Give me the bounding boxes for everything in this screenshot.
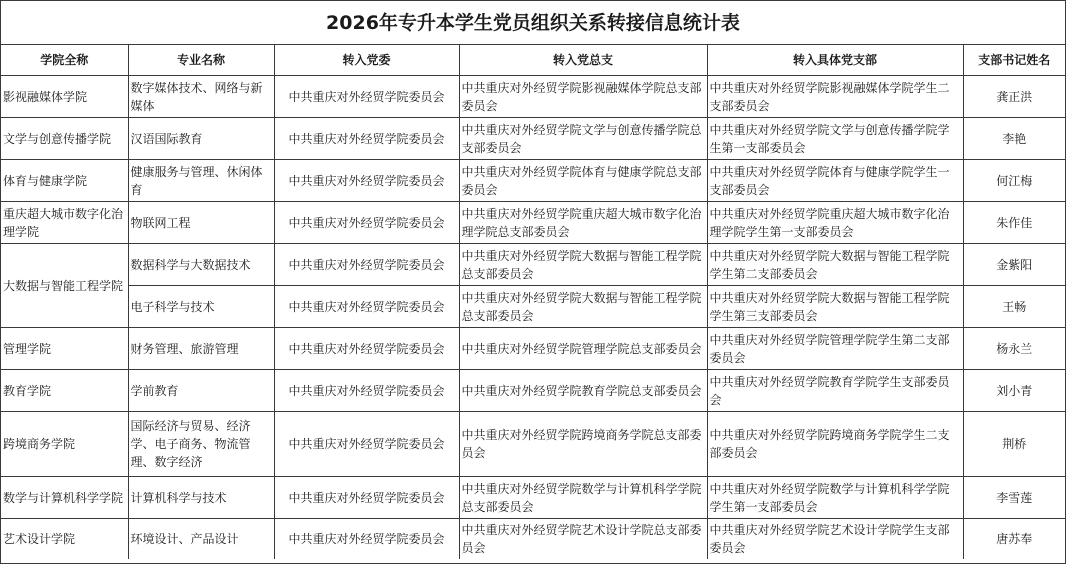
table-row (1, 286, 1065, 328)
general-branch-cell: 中共重庆对外经贸学院艺术设计学院总支部委员会 (459, 519, 707, 560)
table-row (1, 519, 1065, 560)
major-cell: 电子科学与技术 (128, 286, 274, 328)
header-college: 学院全称 (1, 45, 128, 76)
college-cell: 重庆超大城市数字化治理学院 (1, 202, 128, 244)
major-cell: 物联网工程 (128, 202, 274, 244)
branch-cell: 中共重庆对外经贸学院影视融媒体学院学生二支部委员会 (707, 76, 963, 118)
table-row (1, 477, 1065, 519)
header-general-branch: 转入党总支 (459, 45, 707, 76)
branch-cell: 中共重庆对外经贸学院体育与健康学院学生一支部委员会 (707, 160, 963, 202)
major-cell: 环境设计、产品设计 (128, 519, 274, 560)
general-branch-cell: 中共重庆对外经贸学院教育学院总支部委员会 (459, 370, 707, 412)
college-cell: 影视融媒体学院 (1, 76, 128, 118)
committee-cell: 中共重庆对外经贸学院委员会 (274, 519, 459, 560)
committee-cell: 中共重庆对外经贸学院委员会 (274, 160, 459, 202)
table-row (1, 118, 1065, 160)
college-cell: 教育学院 (1, 370, 128, 412)
secretary-cell: 王畅 (963, 286, 1065, 328)
general-branch-cell: 中共重庆对外经贸学院数学与计算机科学学院总支部委员会 (459, 477, 707, 519)
secretary-cell: 唐苏奉 (963, 519, 1065, 560)
major-cell: 国际经济与贸易、经济学、电子商务、物流管理、数字经济 (128, 412, 274, 477)
table-row (1, 328, 1065, 370)
college-cell: 大数据与智能工程学院 (1, 244, 128, 328)
secretary-cell: 龚正洪 (963, 76, 1065, 118)
header-major: 专业名称 (128, 45, 274, 76)
committee-cell: 中共重庆对外经贸学院委员会 (274, 286, 459, 328)
college-cell: 文学与创意传播学院 (1, 118, 128, 160)
secretary-cell: 李雪莲 (963, 477, 1065, 519)
general-branch-cell: 中共重庆对外经贸学院跨境商务学院总支部委员会 (459, 412, 707, 477)
major-cell: 数据科学与大数据技术 (128, 244, 274, 286)
table-row (1, 76, 1065, 118)
branch-cell: 中共重庆对外经贸学院管理学院学生第二支部委员会 (707, 328, 963, 370)
college-cell: 艺术设计学院 (1, 519, 128, 560)
committee-cell: 中共重庆对外经贸学院委员会 (274, 202, 459, 244)
table-row (1, 370, 1065, 412)
branch-cell: 中共重庆对外经贸学院艺术设计学院学生支部委员会 (707, 519, 963, 560)
general-branch-cell: 中共重庆对外经贸学院文学与创意传播学院总支部委员会 (459, 118, 707, 160)
branch-cell: 中共重庆对外经贸学院大数据与智能工程学院学生第二支部委员会 (707, 244, 963, 286)
secretary-cell: 金紫阳 (963, 244, 1065, 286)
table-title: 2026年专升本学生党员组织关系转接信息统计表 (1, 1, 1065, 45)
committee-cell: 中共重庆对外经贸学院委员会 (274, 118, 459, 160)
branch-cell: 中共重庆对外经贸学院跨境商务学院学生二支部委员会 (707, 412, 963, 477)
major-cell: 财务管理、旅游管理 (128, 328, 274, 370)
major-cell: 汉语国际教育 (128, 118, 274, 160)
branch-cell: 中共重庆对外经贸学院文学与创意传播学院学生第一支部委员会 (707, 118, 963, 160)
general-branch-cell: 中共重庆对外经贸学院影视融媒体学院总支部委员会 (459, 76, 707, 118)
general-branch-cell: 中共重庆对外经贸学院管理学院总支部委员会 (459, 328, 707, 370)
secretary-cell: 荆桥 (963, 412, 1065, 477)
committee-cell: 中共重庆对外经贸学院委员会 (274, 76, 459, 118)
general-branch-cell: 中共重庆对外经贸学院大数据与智能工程学院总支部委员会 (459, 286, 707, 328)
college-cell: 数学与计算机科学学院 (1, 477, 128, 519)
transfer-info-table (1, 45, 1065, 559)
branch-cell: 中共重庆对外经贸学院数学与计算机科学学院学生第一支部委员会 (707, 477, 963, 519)
branch-cell: 中共重庆对外经贸学院重庆超大城市数字化治理学院学生第一支部委员会 (707, 202, 963, 244)
table-row (1, 244, 1065, 286)
committee-cell: 中共重庆对外经贸学院委员会 (274, 370, 459, 412)
major-cell: 健康服务与管理、休闲体育 (128, 160, 274, 202)
general-branch-cell: 中共重庆对外经贸学院重庆超大城市数字化治理学院总支部委员会 (459, 202, 707, 244)
branch-cell: 中共重庆对外经贸学院教育学院学生支部委员会 (707, 370, 963, 412)
college-cell: 体育与健康学院 (1, 160, 128, 202)
committee-cell: 中共重庆对外经贸学院委员会 (274, 244, 459, 286)
branch-cell: 中共重庆对外经贸学院大数据与智能工程学院学生第三支部委员会 (707, 286, 963, 328)
committee-cell: 中共重庆对外经贸学院委员会 (274, 477, 459, 519)
header-committee: 转入党委 (274, 45, 459, 76)
table-row (1, 160, 1065, 202)
major-cell: 学前教育 (128, 370, 274, 412)
major-cell: 数字媒体技术、网络与新媒体 (128, 76, 274, 118)
committee-cell: 中共重庆对外经贸学院委员会 (274, 328, 459, 370)
major-cell: 计算机科学与技术 (128, 477, 274, 519)
secretary-cell: 何江梅 (963, 160, 1065, 202)
table-row (1, 202, 1065, 244)
college-cell: 管理学院 (1, 328, 128, 370)
general-branch-cell: 中共重庆对外经贸学院大数据与智能工程学院总支部委员会 (459, 244, 707, 286)
table-row (1, 412, 1065, 477)
committee-cell: 中共重庆对外经贸学院委员会 (274, 412, 459, 477)
secretary-cell: 朱作佳 (963, 202, 1065, 244)
college-cell: 跨境商务学院 (1, 412, 128, 477)
header-secretary: 支部书记姓名 (963, 45, 1065, 76)
header-row (1, 45, 1065, 76)
secretary-cell: 刘小青 (963, 370, 1065, 412)
secretary-cell: 杨永兰 (963, 328, 1065, 370)
general-branch-cell: 中共重庆对外经贸学院体育与健康学院总支部委员会 (459, 160, 707, 202)
secretary-cell: 李艳 (963, 118, 1065, 160)
header-branch: 转入具体党支部 (707, 45, 963, 76)
